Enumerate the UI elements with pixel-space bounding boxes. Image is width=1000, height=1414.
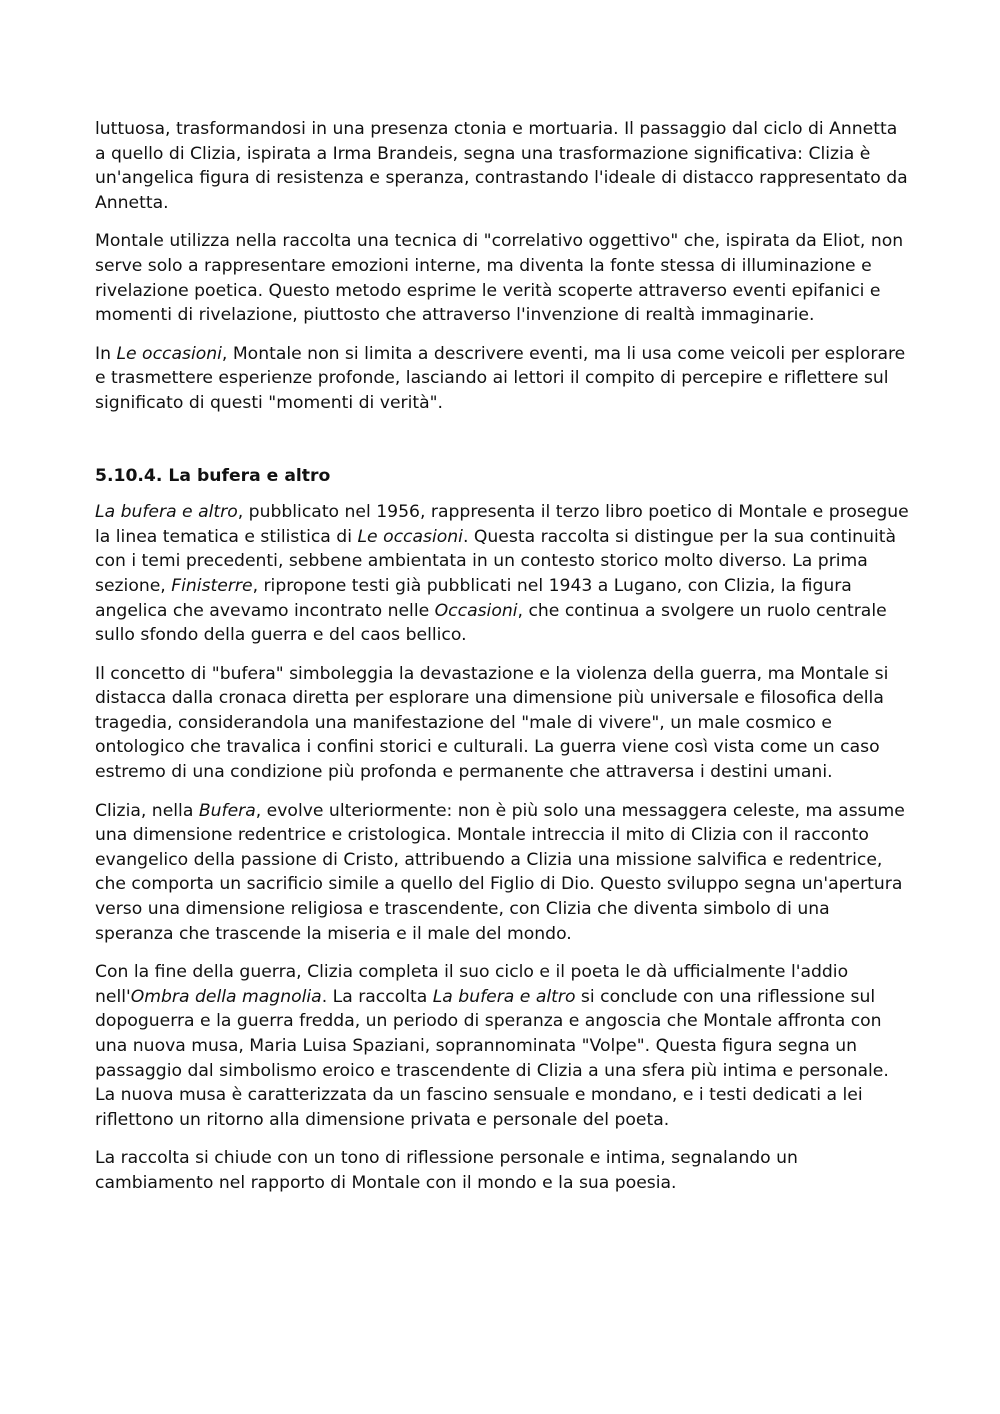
text-run: , che continua a svolgere un ruolo centrale sullo sfondo della guerra e del caos bellico. xyxy=(95,600,887,646)
paragraph xyxy=(95,799,910,947)
text-run: Clizia, nella xyxy=(95,800,199,821)
italic-text-run: Finisterre xyxy=(171,575,253,596)
text-run: , evolve ulteriormente: non è più solo una messaggera celeste, ma assume una dimensione redentrice e cristologica. Montale intreccia il mito di Clizia con il racconto evangelico della passione di Cristo, attribuendo a Clizia una missione salvifica e redentrice, che comporta un sacrificio simile a quello del Figlio di Dio. Questo sviluppo segna un'apertura verso una dimensione religiosa e trascendente, con Clizia che diventa simbolo di una speranza che trascende la miseria e il male del mondo. xyxy=(95,800,905,944)
paragraph xyxy=(95,500,910,648)
italic-text-run: La bufera e altro xyxy=(432,986,576,1007)
text-run: . La raccolta xyxy=(321,986,433,1007)
italic-text-run: Ombra della magnolia xyxy=(130,986,322,1007)
paragraph xyxy=(95,229,910,327)
text-run: , ripropone testi già pubblicati nel 1943 a Lugano, con Clizia, la figura angelica che avevamo incontrato nelle xyxy=(95,575,852,621)
italic-text-run: La bufera e altro xyxy=(95,502,238,523)
section-spacer xyxy=(95,430,910,464)
paragraph xyxy=(95,960,910,1132)
text-run: . Questa raccolta si distingue per la sua continuità con i temi precedenti, sebbene ambientata in un contesto storico molto diverso. La prima sezione, xyxy=(95,526,897,596)
italic-text-run: Le occasioni xyxy=(357,526,463,547)
italic-text-run: Le occasioni xyxy=(116,343,222,364)
italic-text-run: Occasioni xyxy=(434,600,518,621)
text-run: Montale utilizza nella raccolta una tecnica di "correlativo oggettivo" che, ispirata da Eliot, non serve solo a rappresentare emozioni interne, ma diventa la fonte stessa di illuminazione e rivelazione poetica. Questo metodo esprime le verità scoperte attraverso eventi epifanici e momenti di rivelazione, piuttosto che attraverso l'invenzione di realtà immaginarie. xyxy=(95,231,904,326)
text-run: , pubblicato nel 1956, rappresenta il terzo libro poetico di Montale e prosegue la linea tematica e stilistica di xyxy=(95,502,909,547)
section-heading: 5.10.4. La bufera e altro xyxy=(95,465,331,486)
text-run: In xyxy=(95,343,117,364)
intro-paragraphs xyxy=(95,117,910,416)
text-run: si conclude con una riflessione sul dopoguerra e la guerra fredda, un periodo di speranza e angoscia che Montale affronta con una nuova musa, Maria Luisa Spaziani, soprannominata "Volpe". Questa figura segna un passaggio dal simbolismo eroico e trascendente di Clizia a una sfera più intima e personale. La nuova musa è caratterizzata da un fascino sensuale e mondano, e i testi dedicati a lei riflettono un ritorno alla dimensione privata e personale del poeta. xyxy=(95,986,889,1130)
paragraph xyxy=(95,1146,910,1195)
document-page xyxy=(95,117,910,1210)
paragraph xyxy=(95,342,910,416)
paragraph xyxy=(95,117,910,215)
text-run: Il concetto di "bufera" simboleggia la devastazione e la violenza della guerra, ma Montale si distacca dalla cronaca diretta per esplorare una dimensione più universale e filosofica della tragedia, considerandola una manifestazione del "male di vivere", un male cosmico e ontologico che travalica i confini storici e culturali. La guerra viene così vista come un caso estremo di una condizione più profonda e permanente che attraversa i destini umani. xyxy=(95,663,889,783)
text-run: La raccolta si chiude con un tono di riflessione personale e intima, segnalando un cambiamento nel rapporto di Montale con il mondo e la sua poesia. xyxy=(95,1148,798,1193)
text-run: luttuosa, trasformandosi in una presenza ctonia e mortuaria. Il passaggio dal ciclo di Annetta a quello di Clizia, ispirata a Irma Brandeis, segna una trasformazione significativa: Clizia è un'angelica figura di resistenza e speranza, contrastando l'ideale di distacco rappresentato da Annetta. xyxy=(95,119,908,213)
section-paragraphs xyxy=(95,500,910,1195)
italic-text-run: Bufera xyxy=(198,800,256,821)
text-run: , Montale non si limita a descrivere eventi, ma li usa come veicoli per esplorare e trasmettere esperienze profonde, lasciando ai lettori il compito di percepire e riflettere sul significato di questi "momenti di verità". xyxy=(95,343,906,413)
text-run: Con la fine della guerra, Clizia completa il suo ciclo e il poeta le dà ufficialmente l'addio nell' xyxy=(95,962,849,1007)
paragraph xyxy=(95,662,910,785)
